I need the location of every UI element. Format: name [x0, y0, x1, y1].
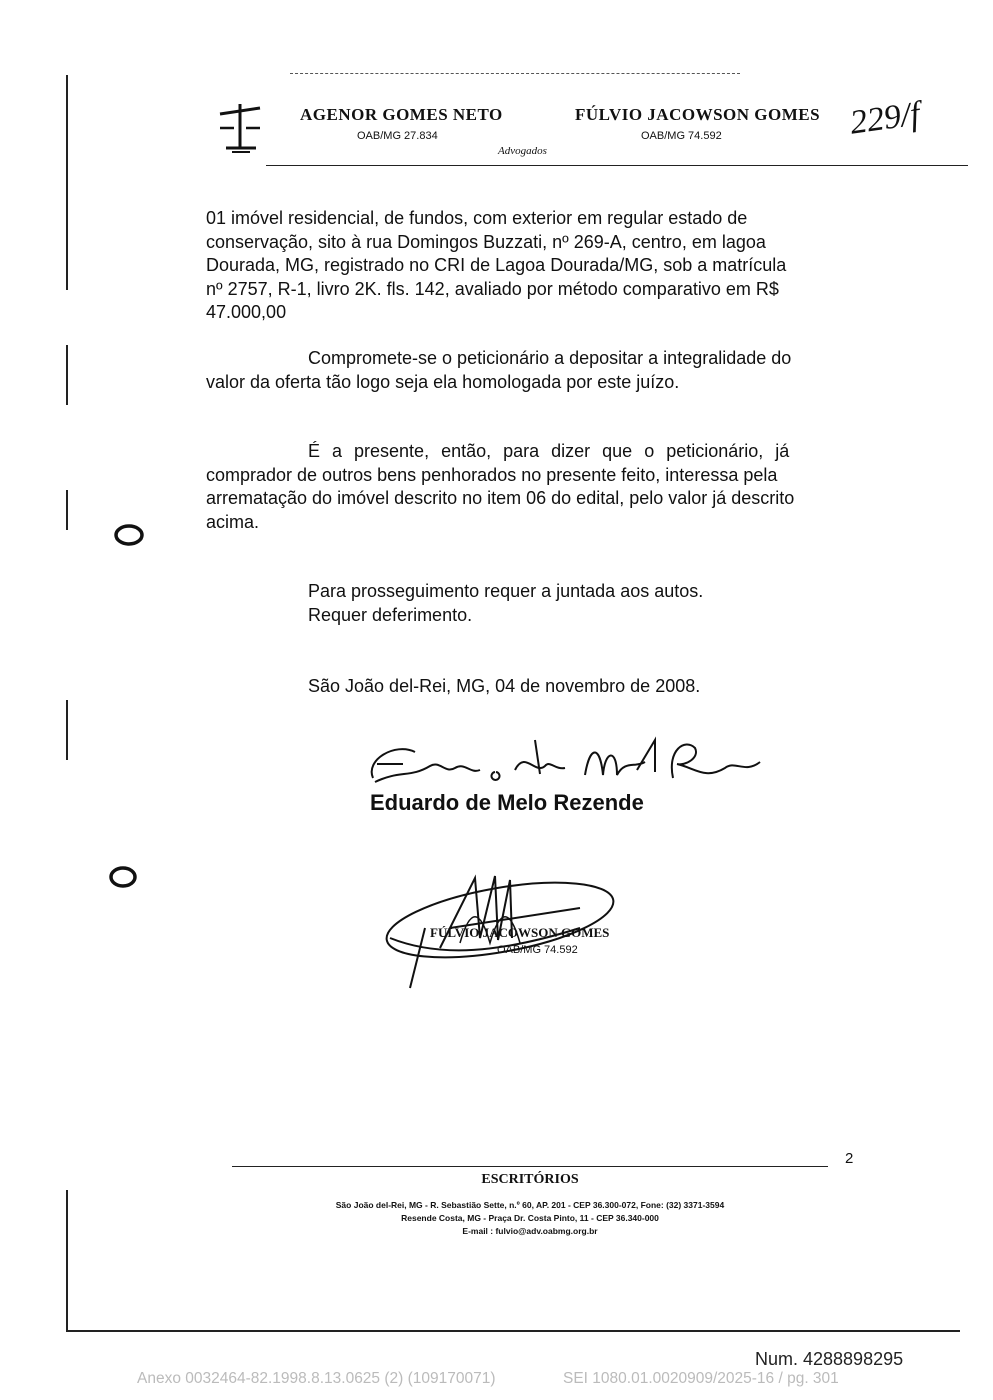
margin-line: [66, 700, 68, 760]
footer-address-sjdr: São João del-Rei, MG - R. Sebastião Sette, n.º 60, AP. 201 - CEP 36.300-072, Fone: (32) 3371-3594: [335, 1200, 725, 1210]
text-line: É a presente, então, para dizer que o peticionário, já: [308, 441, 790, 461]
footer-rule: [232, 1166, 828, 1167]
header-rule: [266, 165, 968, 166]
lawyer2-name: FÚLVIO JACOWSON GOMES: [575, 105, 821, 124]
document-number: Num. 4288898295: [755, 1349, 904, 1369]
text-line: Compromete-se o peticionário a depositar a integralidade do: [308, 348, 792, 368]
lawyer2-oab: OAB/MG 74.592: [641, 130, 722, 142]
punch-hole-icon: [106, 864, 140, 890]
text-line: Dourada, MG, registrado no CRI de Lagoa Dourada/MG, sob a matrícula: [206, 255, 787, 275]
margin-line: [66, 345, 68, 405]
text-line: arrematação do imóvel descrito no item 06 do edital, pelo valor já descrito: [206, 488, 795, 508]
text-line: acima.: [206, 511, 260, 532]
text-line: comprador de outros bens penhorados no presente feito, interessa pela: [206, 464, 778, 485]
text-line: nº 2757, R-1, livro 2K. fls. 142, avaliado por método comparativo em R$: [206, 278, 779, 299]
signer1-name: Eduardo de Melo Rezende: [370, 790, 644, 815]
signer2-name: FÚLVIO JACOWSON GOMES: [430, 925, 610, 940]
item-description: [206, 207, 786, 325]
bottom-rule: [66, 1330, 960, 1332]
signer2-oab: OAB/MG 74.592: [497, 944, 578, 956]
text-line: Para prosseguimento requer a juntada aos autos.: [308, 581, 704, 601]
text-line: conservação, sito à rua Domingos Buzzati, nº 269-A, centro, em lagoa: [206, 231, 766, 252]
footer-title: ESCRITÓRIOS: [481, 1172, 579, 1187]
scales-of-justice-icon: [212, 100, 268, 156]
paragraph-interest: [206, 440, 794, 534]
header-top-rule: [290, 73, 740, 75]
folio-handwritten: 229/f: [847, 95, 923, 142]
margin-line: [66, 75, 68, 290]
margin-line: [66, 1190, 68, 1330]
lawyer1-name: AGENOR GOMES NETO: [300, 105, 503, 124]
margin-line: [66, 490, 68, 530]
lawyers-role: Advogados: [498, 145, 547, 157]
text-line: 47.000,00: [206, 302, 287, 322]
place-date: São João del-Rei, MG, 04 de novembro de 2008.: [308, 676, 701, 696]
annex-reference: Anexo 0032464-82.1998.8.13.0625 (2) (109170071): [137, 1370, 496, 1387]
text-line: valor da oferta tão logo seja ela homologada por este juízo.: [206, 371, 680, 392]
lawyer1-oab: OAB/MG 27.834: [357, 130, 438, 142]
paragraph-commitment: [206, 347, 791, 394]
page-number: 2: [845, 1150, 854, 1167]
footer-address-resende: Resende Costa, MG - Praça Dr. Costa Pinto, 11 - CEP 36.340-000: [401, 1213, 659, 1223]
text-line: 01 imóvel residencial, de fundos, com exterior em regular estado de: [206, 208, 748, 228]
request-block: [308, 580, 703, 627]
punch-hole-icon: [112, 522, 146, 548]
sei-reference: SEI 1080.01.0020909/2025-16 / pg. 301: [563, 1370, 839, 1387]
footer-email: E-mail : fulvio@adv.oabmg.org.br: [462, 1226, 598, 1236]
text-line: Requer deferimento.: [308, 604, 473, 625]
